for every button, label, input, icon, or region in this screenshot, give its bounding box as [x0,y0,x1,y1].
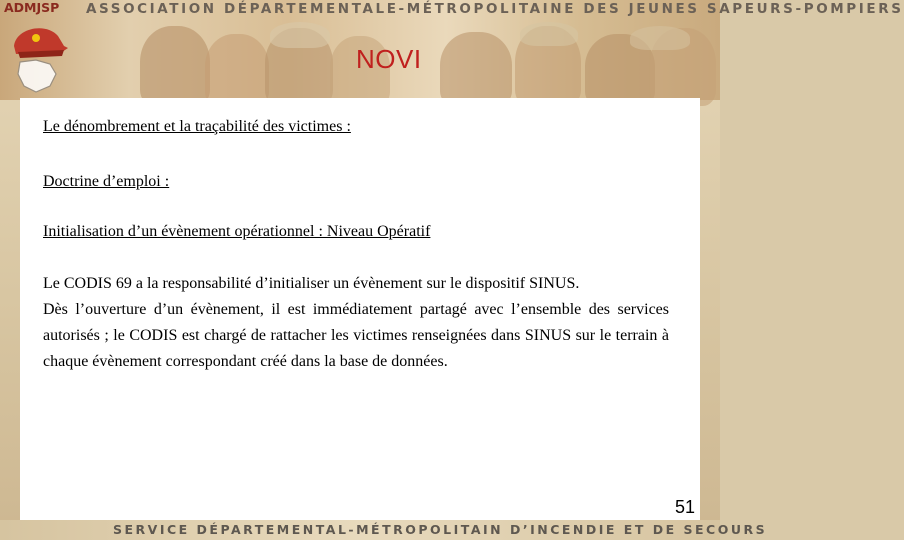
level-heading: Initialisation d’un évènement opérationnel : Niveau Opératif [43,223,431,240]
photo-figure [205,34,269,106]
header-banner [0,0,904,100]
service-name: SERVICE DÉPARTEMENTAL-MÉTROPOLITAIN D’INCENDIE ET DE SECOURS [113,522,768,537]
helmet-shape [270,22,330,48]
slide-title: NOVI [356,44,422,74]
body-paragraph: Le CODIS 69 a la responsabilité d’initialiser un évènement sur le dispositif SINUS. [43,275,580,292]
helmet-shape [630,26,690,50]
page-number: 51 [674,497,695,517]
subsection-heading: Doctrine d’emploi : [43,173,170,190]
body-paragraph: Dès l’ouverture d’un évènement, il est immédiatement partagé avec l’ensemble des services autorisés ; le CODIS est chargé de rattacher les victimes renseignées dans SINUS sur le terrain à chaque évènement correspondant créé dans la base de données. [43,301,669,370]
logo-text: ADMJSP [4,0,60,15]
organization-name: ASSOCIATION DÉPARTEMENTALE-MÉTROPOLITAINE DES JEUNES SAPEURS-POMPIERS [86,1,904,17]
photo-figure [140,26,210,106]
section-heading: Le dénombrement et la traçabilité des victimes : [43,118,351,135]
photo-figure [440,32,512,106]
body-text [43,271,669,375]
helmet-shape [520,22,578,46]
admjsp-logo [6,16,76,96]
